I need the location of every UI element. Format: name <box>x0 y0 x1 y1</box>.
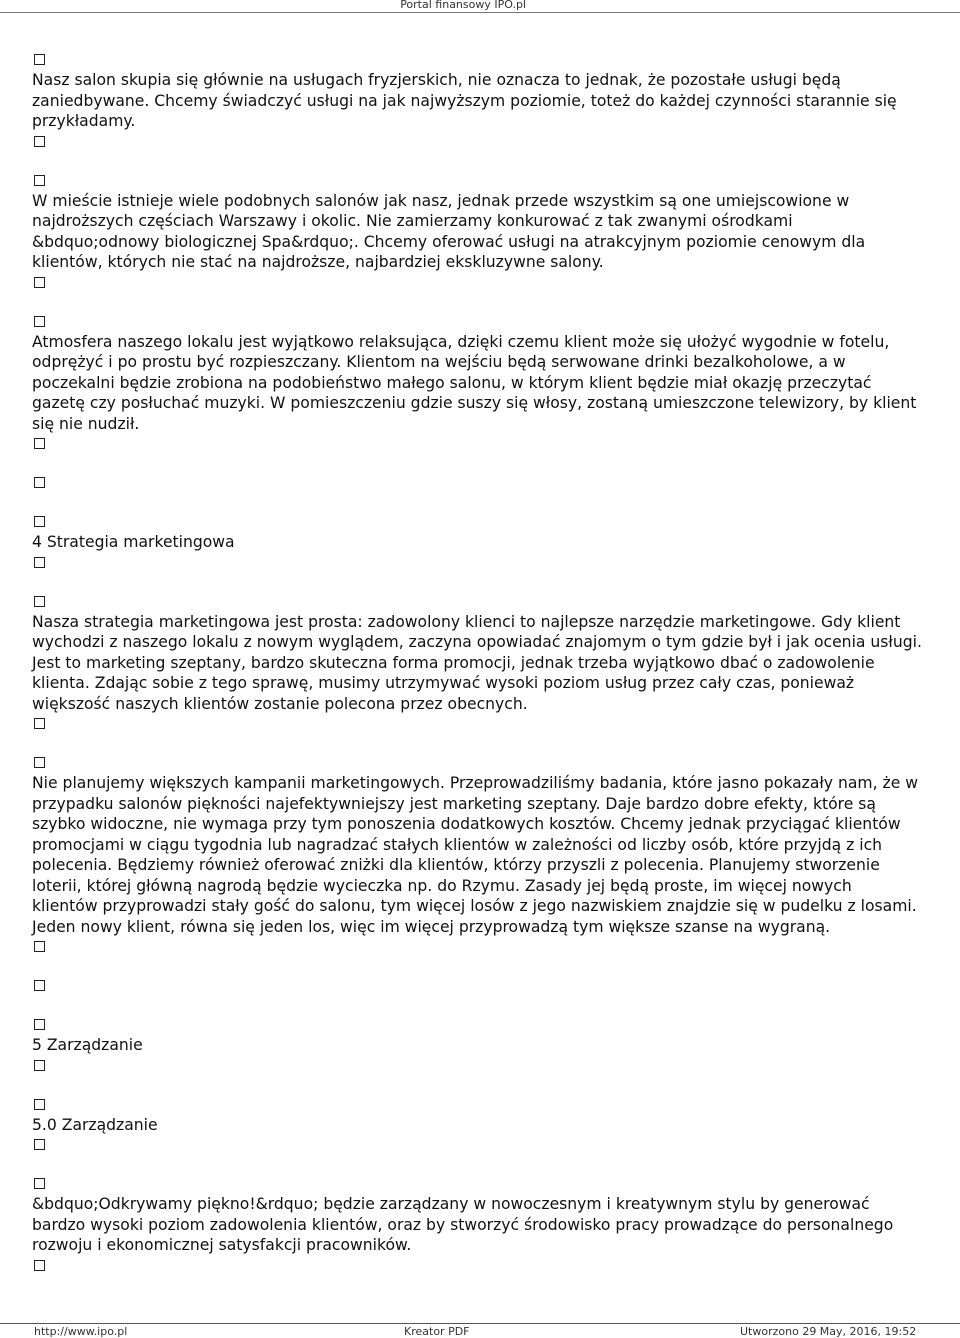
footer-created-date: Utworzono 29 May, 2016, 19:52 <box>740 1325 917 1338</box>
checkbox-bullet <box>34 54 45 65</box>
checkbox-bullet <box>34 718 45 729</box>
checkbox-bullet <box>34 516 45 527</box>
paragraph-competition: W mieście istnieje wiele podobnych salonów jak nasz, jednak przede wszystkim są one umiejscowione w najdroższych częściach Warszawy i okolic. Nie zamierzamy konkurować z tak zwanymi ośrodkami &bdquo;odnowy biologicznej Spa&rdquo;. Chcemy oferować usługi na atrakcyjnym poziomie cenowym dla klientów, których nie stać na najdroższe, najbardziej ekskluzywne salony. <box>32 191 866 271</box>
checkbox-bullet <box>34 557 45 568</box>
subsection-heading-management: 5.0 Zarządzanie <box>32 1115 158 1134</box>
checkbox-bullet <box>34 1260 45 1271</box>
checkbox-bullet <box>34 477 45 488</box>
checkbox-bullet <box>34 941 45 952</box>
paragraph-marketing-strategy: Nasza strategia marketingowa jest prosta: zadowolony klienci to najlepsze narzędzie marketingowe. Gdy klient wychodzi z naszego lokalu z nowym wyglądem, zaczyna opowiadać znajomym o tym gdzie był i jak ocenia usługi. Jest to marketing szeptany, bardzo skuteczna forma promocji, jednak trzeba wyjątkowo dbać o zadowolenie klienta. Zdając sobie z tego sprawę, musimy utrzymywać wysoki poziom usług przez cały czas, ponieważ większość naszych klientów zostanie polecona przez obecnych. <box>32 612 922 713</box>
page-footer <box>0 1323 960 1338</box>
checkbox-bullet <box>34 980 45 991</box>
section-heading-marketing: 4 Strategia marketingowa <box>32 533 235 551</box>
checkbox-bullet <box>34 316 45 327</box>
checkbox-bullet <box>34 1139 45 1150</box>
checkbox-bullet <box>34 277 45 288</box>
paragraph-campaigns: Nie planujemy większych kampanii marketingowych. Przeprowadziliśmy badania, które jasno pokazały nam, że w przypadku salonów piękności najefektywniejszy jest marketing szeptany. Daje bardzo dobre efekty, które są szybko widoczne, nie wymaga przy tym ponoszenia dodatkowych kosztów. Chcemy jednak przyciągać klientów promocjami w ciągu tygodnia lub nagradzać stałych klientów w zależności od liczby osób, które przyjdą z ich polecenia. Będziemy również oferować zniżki dla klientów, którzy przyszli z polecenia. Planujemy stworzenie loterii, której główną nagrodą będzie wycieczka np. do Rzymu. Zasady jej będą proste, im więcej nowych klientów przyprowadzi stały gość do salonu, tym więcej losów z jego nazwiskiem znajdzie się w pudelku z losami. Jeden nowy klient, równa się jeden los, więc im więcej przyprowadzą tym większe szanse na wygraną. <box>32 774 919 936</box>
checkbox-bullet <box>34 1060 45 1071</box>
paragraph-salon-services: Nasz salon skupia się głównie na usługach fryzjerskich, nie oznacza to jednak, że pozostałe usługi będą zaniedbywane. Chcemy świadczyć usługi na jak najwyższym poziomie, toteż do każdej czynności starannie się przykładamy. <box>32 71 897 130</box>
footer-creator: Kreator PDF <box>404 1325 470 1338</box>
checkbox-bullet <box>34 1099 45 1110</box>
checkbox-bullet <box>34 1019 45 1030</box>
document-body <box>32 50 922 1276</box>
footer-url[interactable]: http://www.ipo.pl <box>34 1325 128 1338</box>
checkbox-bullet <box>34 596 45 607</box>
checkbox-bullet <box>34 1178 45 1189</box>
paragraph-atmosphere: Atmosfera naszego lokalu jest wyjątkowo relaksująca, dzięki czemu klient może się ułożyć wygodnie w fotelu, odprężyć i po prostu być rozpieszczany. Klientom na wejściu będą serwowane drinki bezalkoholowe, a w poczekalni będzie zrobiona na podobieństwo małego salonu, w którym klient będzie miał okazję przeczytać gazetę czy posłuchać muzyki. W pomieszczeniu gdzie suszy się włosy, zostaną umieszczone telewizory, by klient się nie nudził. <box>32 332 917 433</box>
page-header <box>0 0 960 13</box>
checkbox-bullet <box>34 175 45 186</box>
checkbox-bullet <box>34 757 45 768</box>
checkbox-bullet <box>34 438 45 449</box>
checkbox-bullet <box>34 136 45 147</box>
section-heading-management: 5 Zarządzanie <box>32 1036 143 1054</box>
header-title: Portal finansowy IPO.pl <box>400 0 526 11</box>
paragraph-management-style: &bdquo;Odkrywamy piękno!&rdquo; będzie zarządzany w nowoczesnym i kreatywnym stylu by generować bardzo wysoki poziom zadowolenia klientów, oraz by stworzyć środowisko pracy prowadzące do personalnego rozwoju i ekonomicznej satysfakcji pracowników. <box>32 1195 894 1254</box>
